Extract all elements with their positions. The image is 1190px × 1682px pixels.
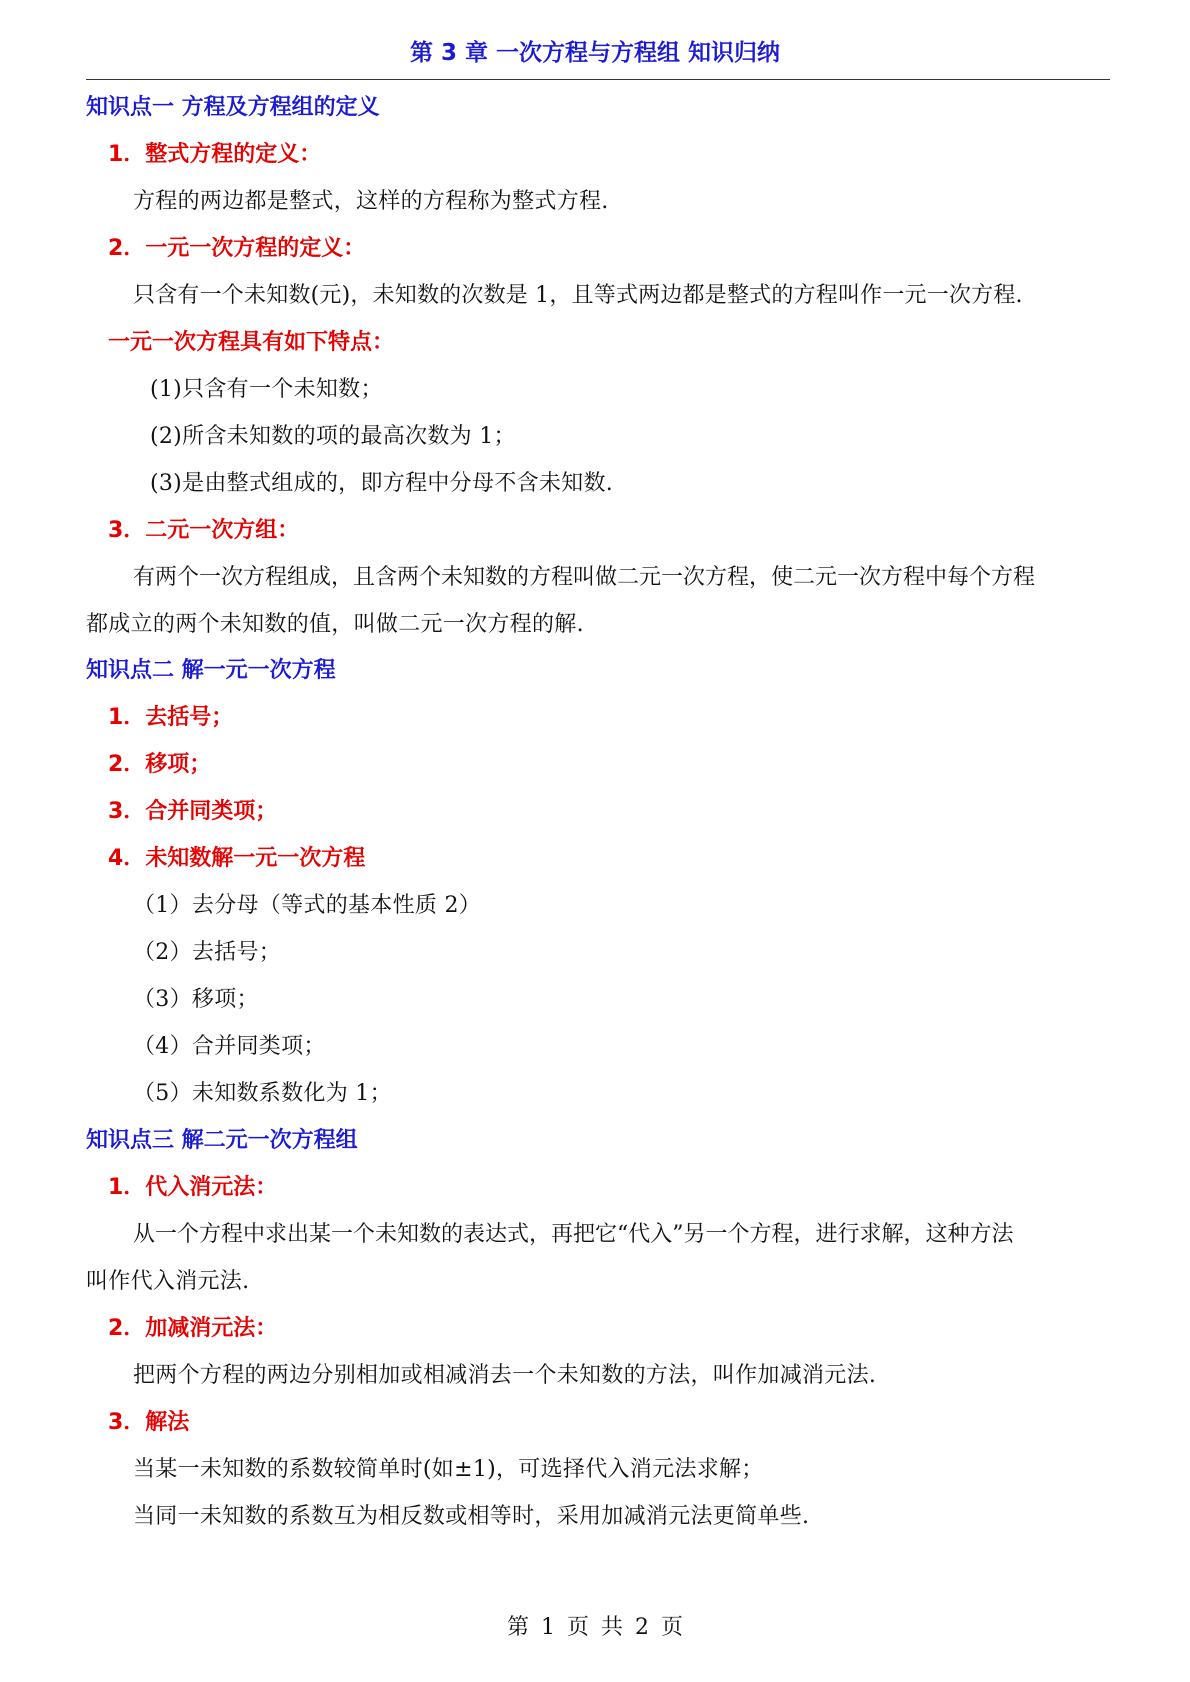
subheading: 2．移项； (108, 752, 212, 777)
footer-word: 共 (601, 1615, 624, 1640)
paragraph: 只含有一个未知数(元)，未知数的次数是 1，且等式两边都是整式的方程叫作一元一次方程. (133, 283, 1023, 308)
page-number: 1 (540, 1615, 555, 1640)
list-item: （1）去分母（等式的基本性质 2） (133, 893, 482, 918)
paragraph: 都成立的两个未知数的值，叫做二元一次方程的解. (86, 612, 584, 637)
subheading: 1．整式方程的定义： (108, 142, 322, 167)
paragraph: 当同一未知数的系数互为相反数或相等时，采用加减消元法更简单些. (133, 1504, 810, 1529)
section-heading: 知识点一 方程及方程组的定义 (86, 95, 380, 120)
paragraph: 叫作代入消元法. (86, 1269, 250, 1294)
section-heading: 知识点二 解一元一次方程 (86, 658, 336, 683)
page-title: 第 3 章 一次方程与方程组 知识归纳 (409, 40, 781, 66)
subheading: 3．解法 (108, 1410, 190, 1435)
list-item: (3)是由整式组成的，即方程中分母不含未知数. (150, 471, 614, 496)
paragraph: 当某一未知数的系数较简单时(如±1)，可选择代入消元法求解； (133, 1457, 764, 1482)
page-footer (0, 1610, 1190, 1641)
list-item: （3）移项； (133, 987, 259, 1012)
page-count: 2 (635, 1615, 650, 1640)
subheading: 3．合并同类项； (108, 799, 278, 824)
paragraph: 把两个方程的两边分别相加或相减消去一个未知数的方法，叫作加减消元法. (133, 1363, 877, 1388)
title-divider (86, 79, 1110, 80)
subheading: 4．未知数解一元一次方程 (108, 846, 366, 871)
list-item: (2)所含未知数的项的最高次数为 1； (150, 424, 516, 449)
subheading: 一元一次方程具有如下特点： (108, 330, 395, 355)
subheading: 2．一元一次方程的定义： (108, 236, 366, 261)
list-item: (1)只含有一个未知数； (150, 377, 383, 402)
subheading: 1．代入消元法： (108, 1175, 278, 1200)
paragraph: 从一个方程中求出某一个未知数的表达式，再把它“代入”另一个方程，进行求解，这种方法 (133, 1222, 1014, 1247)
paragraph: 有两个一次方程组成，且含两个未知数的方程叫做二元一次方程，使二元一次方程中每个方程 (133, 565, 1036, 590)
paragraph: 方程的两边都是整式，这样的方程称为整式方程. (133, 189, 609, 214)
footer-word: 第 (506, 1615, 529, 1640)
footer-word: 页 (566, 1615, 589, 1640)
list-item: （2）去括号； (133, 940, 282, 965)
subheading: 1．去括号； (108, 705, 234, 730)
subheading: 3．二元一次方组： (108, 518, 300, 543)
list-item: （4）合并同类项； (133, 1034, 326, 1059)
subheading: 2．加减消元法： (108, 1316, 278, 1341)
section-heading: 知识点三 解二元一次方程组 (86, 1128, 358, 1153)
footer-word: 页 (661, 1615, 684, 1640)
list-item: （5）未知数系数化为 1； (133, 1081, 392, 1106)
